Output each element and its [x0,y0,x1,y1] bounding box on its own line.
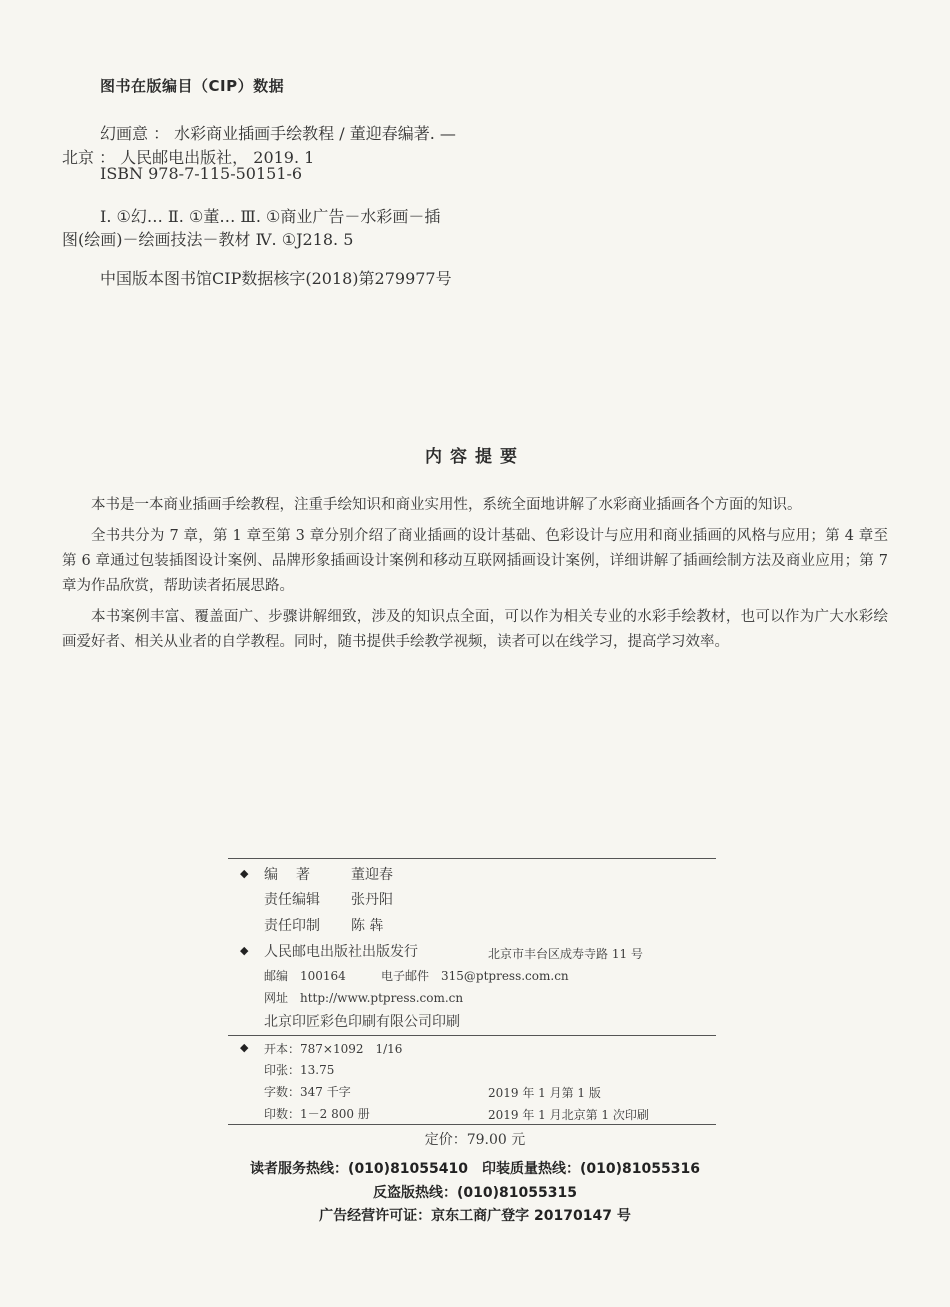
printing-date: 2019 年 1 月北京第 1 次印刷 [488,1108,649,1122]
anti-piracy-hotline: 反盗版热线：(010)81055315 [373,1185,577,1201]
colophon-bottom-rule [228,1124,716,1125]
editor-label: 责任编辑 [264,892,320,908]
publisher-address: 北京市丰台区成寿寺路 11 号 [488,947,643,961]
summary-body [62,493,888,661]
colophon-top-rule [228,858,716,859]
cip-line-catalog-number: 中国版本图书馆CIP数据核字(2018)第279977号 [100,269,452,288]
email: 电子邮件 315@ptpress.com.cn [381,969,569,983]
service-hotlines: 读者服务热线：(010)81055410 印装质量热线：(010)81055316 [250,1161,700,1177]
summary-paragraph: 本书是一本商业插画手绘教程，注重手绘知识和商业实用性，系统全面地讲解了水彩商业插画各个方面的知识。 [91,497,802,513]
author-name: 董迎春 [351,867,393,883]
colophon-mid-rule [228,1035,716,1036]
postcode: 邮编 100164 [264,969,346,983]
cip-line-isbn: ISBN 978-7-115-50151-6 [100,164,303,183]
cip-line-classification: Ⅰ. ①幻… Ⅱ. ①董… Ⅲ. ①商业广告－水彩画－插 [100,207,441,226]
diamond-bullet-icon: ◆ [240,867,249,880]
edition: 2019 年 1 月第 1 版 [488,1086,601,1100]
print-manager-label: 责任印制 [264,918,320,934]
diamond-bullet-icon: ◆ [240,1041,249,1054]
cip-line-title: 幻画意 ： 水彩商业插画手绘教程 / 董迎春编著. — [100,124,456,143]
summary-paragraph: 全书共分为 7 章，第 1 章至第 3 章分别介绍了商业插画的设计基础、色彩设计与应用和商业插画的风格与应用；第 4 章至第 6 章通过包装插图设计案例、品牌形象插画设计案例和移动互联网插画设计案例，详细讲解了插画绘制方法及商业应用；第 7 章为作品欣赏，帮助读者拓展思路。 [62,528,888,594]
summary-paragraph: 本书案例丰富、覆盖面广、步骤讲解细致，涉及的知识点全面，可以作为相关专业的水彩手绘教材，也可以作为广大水彩绘画爱好者、相关从业者的自学教程。同时，随书提供手绘教学视频，读者可以在线学习，提高学习效率。 [62,609,888,650]
print-run: 印数：1－2 800 册 [264,1107,370,1121]
cip-line-classification-cont: 图(绘画)－绘画技法－教材 Ⅳ. ①J218. 5 [62,230,354,249]
advertising-license: 广告经营许可证：京东工商广登字 20170147 号 [319,1208,631,1224]
diamond-bullet-icon: ◆ [240,944,249,957]
cip-line-publisher: 北京 ： 人民邮电出版社， 2019. 1 [62,148,315,167]
summary-heading: 内容提要 [425,447,525,467]
book-format: 开本：787×1092 1/16 [264,1042,403,1056]
website: 网址 http://www.ptpress.com.cn [264,991,464,1005]
cip-title: 图书在版编目（CIP）数据 [100,77,285,95]
printer: 北京印匠彩色印刷有限公司印刷 [264,1014,460,1030]
price: 定价：79.00 元 [424,1132,526,1148]
author-label: 编著 [264,867,328,883]
publisher: 人民邮电出版社出版发行 [264,944,418,960]
editor-name: 张丹阳 [351,892,393,908]
word-count: 字数：347 千字 [264,1085,351,1099]
print-manager-name: 陈 犇 [351,918,384,934]
printed-sheets: 印张：13.75 [264,1063,335,1077]
